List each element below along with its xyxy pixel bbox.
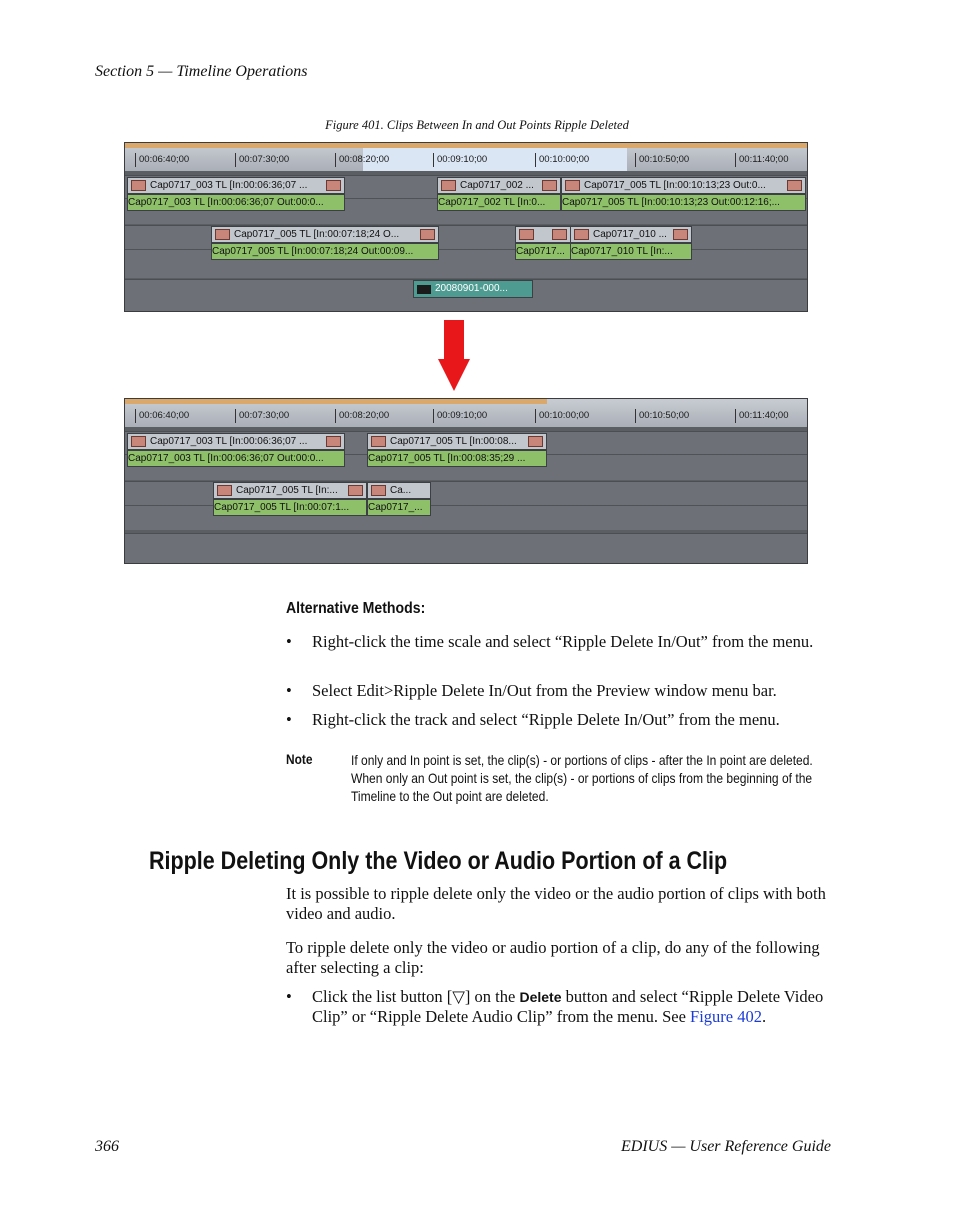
- ruler-tick: 00:11:40;00: [735, 409, 788, 423]
- delete-button-name: Delete: [519, 989, 562, 1005]
- paragraph: To ripple delete only the video or audio portion of a clip, do any of the following after selecting a clip:: [286, 938, 820, 977]
- note-text: If only and In point is set, the clip(s) - or portions of clips - after the In point are deleted. When only an Out point is set, the clip(s) - or portions of clips from the beginning of the Timeline to the Out point are deleted.: [351, 752, 813, 804]
- section-heading: Ripple Deleting Only the Video or Audio Portion of a Clip: [149, 847, 728, 875]
- clip-video[interactable]: Cap0717_003 TL [In:00:06:36;07 Out:00:0...: [127, 194, 345, 211]
- footer-title: EDIUS — User Reference Guide: [620, 1138, 831, 1155]
- list-item: • Select Edit>Ripple Delete In/Out from the Preview window menu bar.: [286, 681, 777, 700]
- timeline-before: [124, 142, 808, 312]
- clip-video-thumb[interactable]: Cap0717_003 TL [In:00:06:36;07 ...: [127, 177, 345, 194]
- down-arrow-head-icon: [438, 359, 470, 391]
- ruler-tick: 00:08:20;00: [335, 153, 389, 167]
- ruler-tick: 00:09:10;00: [433, 409, 487, 423]
- clip-title[interactable]: 20080901-000...: [413, 280, 533, 298]
- ruler-tick: 00:07:30;00: [235, 153, 289, 167]
- clip-audio-thumb[interactable]: [515, 226, 571, 243]
- clip-video-thumb[interactable]: Cap0717_005 TL [In:00:08...: [367, 433, 547, 450]
- ruler-tick: 00:07:30;00: [235, 409, 289, 423]
- timeline-after: [124, 398, 808, 564]
- alternative-methods-title: Alternative Methods:: [286, 600, 426, 617]
- clip-audio-thumb[interactable]: Ca...: [367, 482, 431, 499]
- clip-video[interactable]: Cap0717_005 TL [In:00:08:35;29 ...: [367, 450, 547, 467]
- ruler-tick: 00:11:40;00: [735, 153, 788, 167]
- clip-audio[interactable]: Cap0717_005 TL [In:00:07:1...: [213, 499, 367, 516]
- clip-audio-thumb[interactable]: Cap0717_010 ...: [570, 226, 692, 243]
- clip-video-thumb[interactable]: Cap0717_003 TL [In:00:06:36;07 ...: [127, 433, 345, 450]
- paragraph: It is possible to ripple delete only the video or the audio portion of clips with both video and audio.: [286, 884, 826, 923]
- time-ruler[interactable]: [125, 399, 807, 427]
- list-item: • Right-click the track and select “Ripple Delete In/Out” from the menu.: [286, 710, 780, 729]
- clip-video[interactable]: Cap0717_002 TL [In:0...: [437, 194, 561, 211]
- clip-audio[interactable]: Cap0717_010 TL [In:...: [570, 243, 692, 260]
- list-item: • Click the list button [▽] on the Delete button and select “Ripple Delete Video Clip” or “Ripple Delete Audio Clip” from the menu. See Figure 402.: [286, 987, 824, 1026]
- page-number: 366: [95, 1138, 119, 1155]
- list-item: • Right-click the time scale and select “Ripple Delete In/Out” from the menu.: [286, 632, 814, 651]
- clip-video-thumb[interactable]: Cap0717_002 ...: [437, 177, 561, 194]
- clip-video[interactable]: Cap0717_003 TL [In:00:06:36;07 Out:00:0...: [127, 450, 345, 467]
- ruler-tick: 00:06:40;00: [135, 153, 189, 167]
- ruler-tick: 00:10:00;00: [535, 409, 589, 423]
- clip-audio[interactable]: Cap0717_005 TL [In:00:07:18;24 Out:00:09...: [211, 243, 439, 260]
- ruler-tick: 00:10:50;00: [635, 409, 689, 423]
- clip-audio[interactable]: Cap0717_...: [367, 499, 431, 516]
- time-ruler[interactable]: [125, 143, 807, 171]
- down-arrow-icon: [444, 320, 464, 362]
- ruler-tick: 00:10:50;00: [635, 153, 689, 167]
- clip-audio-thumb[interactable]: Cap0717_005 TL [In:...: [213, 482, 367, 499]
- clip-audio[interactable]: Cap0717...: [515, 243, 571, 260]
- ruler-tick: 00:08:20;00: [335, 409, 389, 423]
- clip-video-thumb[interactable]: Cap0717_005 TL [In:00:10:13;23 Out:0...: [561, 177, 806, 194]
- figure-caption: Figure 401. Clips Between In and Out Points Ripple Deleted: [325, 118, 629, 132]
- note-label: Note: [286, 751, 313, 767]
- ruler-tick: 00:09:10;00: [433, 153, 487, 167]
- ruler-tick: 00:10:00;00: [535, 153, 589, 167]
- ruler-tick: 00:06:40;00: [135, 409, 189, 423]
- figure-link[interactable]: Figure 402: [690, 1007, 763, 1026]
- clip-audio-thumb[interactable]: Cap0717_005 TL [In:00:07:18;24 O...: [211, 226, 439, 243]
- page-header: Section 5 — Timeline Operations: [95, 63, 308, 80]
- clip-video[interactable]: Cap0717_005 TL [In:00:10:13;23 Out:00:12:16;...: [561, 194, 806, 211]
